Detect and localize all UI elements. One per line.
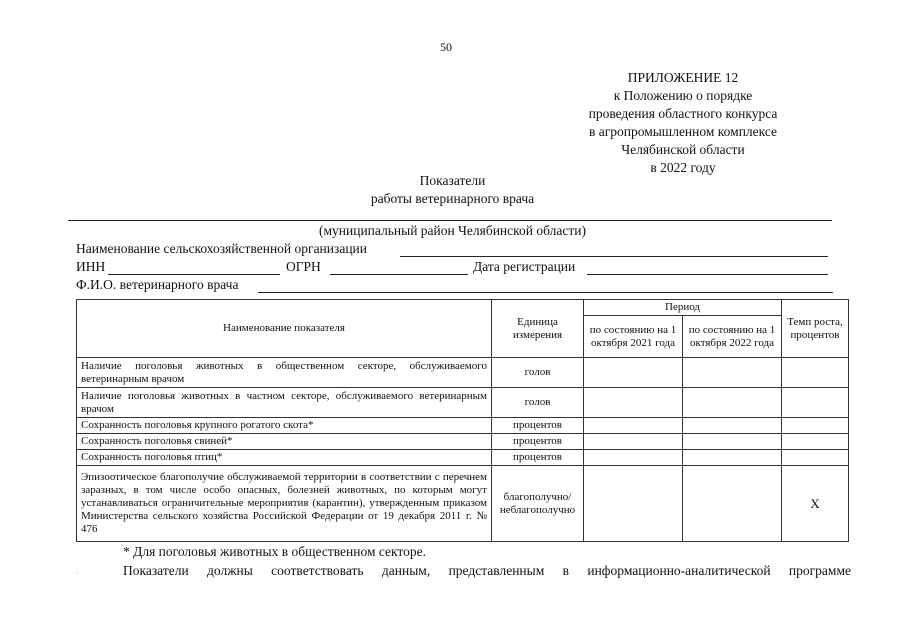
row-growth[interactable]: Х (782, 466, 849, 542)
appendix-line: к Положению о порядке (613, 88, 753, 103)
reg-date-label: Дата регистрации (473, 259, 576, 274)
row-indicator: Наличие поголовья животных в общественном секторе, обслуживаемого ветеринарным врачом (77, 358, 492, 388)
row-growth[interactable] (782, 434, 849, 450)
row-growth[interactable] (782, 388, 849, 418)
footnote: * Для поголовья животных в общественном секторе. (123, 544, 426, 559)
row-value-2021[interactable] (584, 418, 683, 434)
note-paragraph: Показатели должны соответствовать данным, представленным в информационно-аналитической программе (123, 563, 851, 578)
org-name-field[interactable] (400, 256, 828, 257)
row-unit: процентов (492, 450, 584, 466)
row-unit: процентов (492, 418, 584, 434)
row-value-2022[interactable] (683, 434, 782, 450)
row-value-2022[interactable] (683, 450, 782, 466)
row-unit: процентов (492, 434, 584, 450)
row-growth[interactable] (782, 358, 849, 388)
district-field-line[interactable] (68, 220, 832, 221)
appendix-header (553, 69, 813, 177)
indicators-table (76, 299, 849, 542)
appendix-line: Челябинской области (621, 142, 745, 157)
row-value-2022[interactable] (683, 466, 782, 542)
row-growth[interactable] (782, 418, 849, 434)
appendix-line: ПРИЛОЖЕНИЕ 12 (627, 70, 739, 85)
org-name-label: Наименование сельскохозяйственной организации (76, 241, 368, 256)
row-indicator: Сохранность поголовья крупного рогатого скота* (77, 418, 492, 434)
row-indicator: Эпизоотическое благополучие обслуживаемой территории в соответствии с перечнем заразных, в том числе особо опасных, болезней животных, по которым могут устанавливаться ограничительные мероприятия (карантин), утвержденным приказом Министерства сельского хозяйства Российской Федерации от 19 декабря 2011 г. № 476 (77, 466, 492, 542)
header-indicator: Наименование показателя (77, 300, 492, 358)
row-value-2022[interactable] (683, 418, 782, 434)
title-line-2: работы ветеринарного врача (370, 191, 535, 206)
row-indicator: Наличие поголовья животных в частном секторе, обслуживаемого ветеринарным врачом (77, 388, 492, 418)
margin-mark: · (76, 569, 79, 578)
document-title (0, 172, 905, 208)
inn-field[interactable] (108, 274, 280, 275)
vet-name-label: Ф.И.О. ветеринарного врача (76, 277, 239, 292)
ogrn-field[interactable] (330, 274, 468, 275)
row-value-2021[interactable] (584, 466, 683, 542)
ogrn-label: ОГРН (286, 259, 321, 274)
row-unit: голов (492, 358, 584, 388)
appendix-line: проведения областного конкурса (588, 106, 778, 121)
row-value-2021[interactable] (584, 450, 683, 466)
row-indicator: Сохранность поголовья птиц* (77, 450, 492, 466)
row-value-2022[interactable] (683, 388, 782, 418)
header-unit: Единица измерения (492, 300, 584, 358)
row-unit: благополучно/ неблагополучно (492, 466, 584, 542)
table-row (77, 418, 849, 434)
header-period-2022: по состоянию на 1 октября 2022 года (683, 316, 782, 358)
row-value-2021[interactable] (584, 434, 683, 450)
table-row (77, 434, 849, 450)
vet-name-field[interactable] (258, 292, 833, 293)
row-unit: голов (492, 388, 584, 418)
reg-date-field[interactable] (587, 274, 828, 275)
header-period-2021: по состоянию на 1 октября 2021 года (584, 316, 683, 358)
table-row (77, 466, 849, 542)
header-growth: Темп роста, процентов (782, 300, 849, 358)
table-row (77, 450, 849, 466)
title-line-1: Показатели (419, 173, 486, 188)
table-row (77, 388, 849, 418)
row-value-2022[interactable] (683, 358, 782, 388)
district-caption: (муниципальный район Челябинской области) (319, 223, 586, 238)
page-number: 50 (440, 40, 452, 54)
table-row (77, 358, 849, 388)
inn-label: ИНН (76, 259, 106, 274)
row-growth[interactable] (782, 450, 849, 466)
appendix-line: в агропромышленном комплексе (588, 124, 778, 139)
header-period: Период (584, 300, 782, 316)
row-indicator: Сохранность поголовья свиней* (77, 434, 492, 450)
appendix-line: в 2022 году (650, 160, 716, 175)
row-value-2021[interactable] (584, 388, 683, 418)
row-value-2021[interactable] (584, 358, 683, 388)
